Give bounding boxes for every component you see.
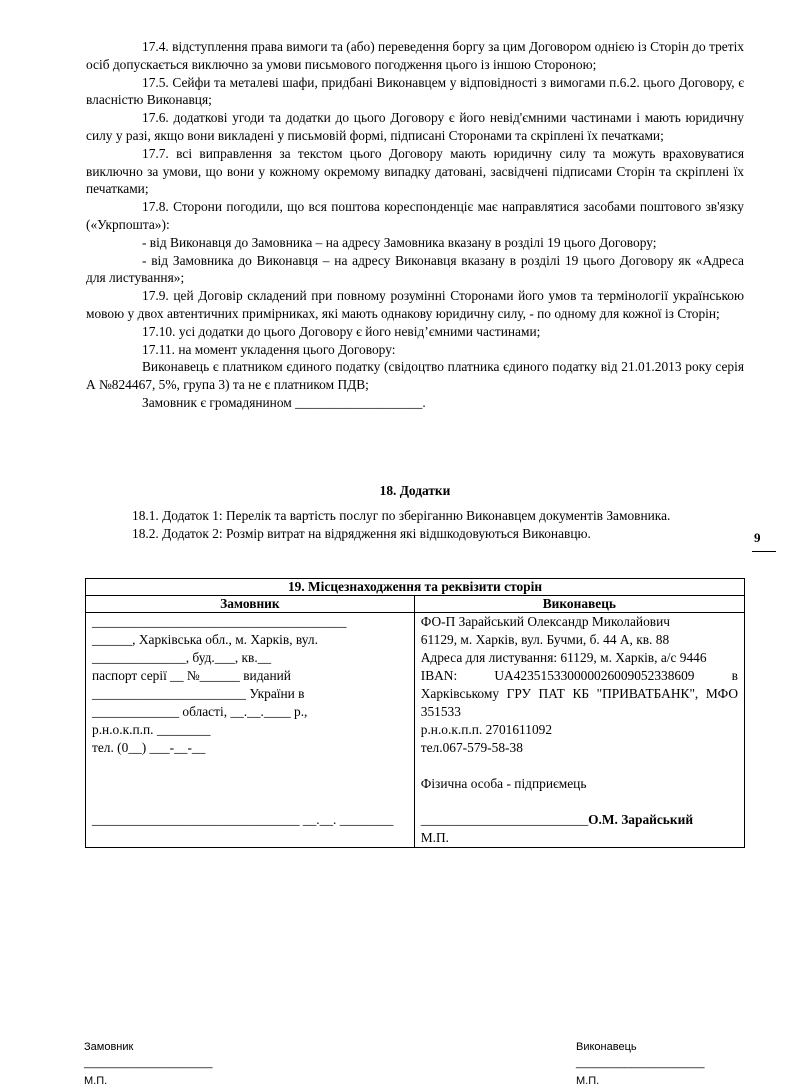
requisites-title: 19. Місцезнаходження та реквізити сторін [86,579,745,596]
footer-customer-label: Замовник [84,1041,134,1053]
executor-header: Виконавець [414,596,744,613]
executor-stamp: М.П. [420,830,450,845]
clause-17-11-customer: Замовник є громадянином ___________________. [142,394,426,410]
clause-17-9: 17.9. цей Договір складений при повному розумінні Сторонами його умов та термінології українською мовою у двох автентичних примірниках, які мають однакову юридичну силу, - по одному для кожної із Сторін; [86,288,744,321]
requisites-table [85,578,745,848]
clause-17-11: 17.11. на момент укладення цього Договору: [142,341,396,357]
customer-name-line: ______________________________________ [92,614,347,629]
page-number: 9 [754,530,761,545]
customer-header: Замовник [86,596,415,613]
section-18-title: 18. Додатки [379,483,451,498]
customer-passport-line-1: паспорт серії __ №______ виданий [92,668,291,683]
footer-executor-label: Виконавець [576,1041,637,1053]
executor-signature-line: _________________________ [420,812,589,827]
section-17-clauses [86,38,744,412]
customer-details [86,613,415,848]
executor-name: ФО-П Зарайський Олександр Миколайович [420,614,670,629]
spacer-1 [92,757,408,775]
customer-address-line-1: ______, Харківська обл., м. Харків, вул. [92,632,318,647]
spacer-3 [92,793,408,811]
appendix-1: 18.1. Додаток 1: Перелік та вартість послуг по зберіганню Виконавцем документів Замовника. [132,508,671,523]
clause-17-7: 17.7. всі виправлення за текстом цього Договору мають юридичну силу та можуть враховуватися виключно за умови, що вони у кожному окремому випадку датовані, засвідчені підписами Сторін та скріплені їх печатками; [86,145,744,197]
clause-17-10: 17.10. усі додатки до цього Договору є його невід’ємними частинами; [142,323,541,339]
executor-address: 61129, м. Харків, вул. Бучми, б. 44 А, кв. 88 [420,632,670,647]
footer-executor-line: _____________________ [576,1057,705,1069]
clause-17-8: 17.8. Сторони погодили, що вся поштова кореспонденціє має направлятися засобами поштового зв'язку («Укрпошта»): [86,199,744,232]
customer-tax-id: р.н.о.к.п.п. ________ [92,722,211,737]
clause-17-11-executor: Виконавець є платником єдиного податку (свідоцтво платника єдиного податку від 21.01.2013 року серія А №824467, 5%, група 3) та не є платником ПДВ; [86,359,744,393]
clause-17-8-item-2: - від Замовника до Виконавця – на адресу Виконавця вказану в розділі 19 цього Договору як «Адреса для листування»; [86,252,744,286]
executor-tax-id: р.н.о.к.п.п. 2701611092 [420,722,553,737]
customer-passport-line-3: _____________ області, __.__.____ р., [92,704,308,719]
appendix-2: 18.2. Додаток 2: Розмір витрат на відрядження які відшкодовуються Виконавцю. [132,525,591,541]
executor-phone: тел.067-579-58-38 [420,740,523,755]
spacer-4 [421,757,738,775]
footer-customer-stamp: М.П. [84,1075,108,1087]
executor-iban: IBAN: UA423515330000026009052338609 в Харківському ГРУ ПАТ КБ "ПРИВАТБАНК", МФО 351533 [420,668,738,719]
clause-17-4: 17.4. відступлення права вимоги та (або) переведення боргу за цим Договором однією із Сторін до третіх осіб допускається виключно за умови письмового погодження цього із іншою Стороною; [86,39,744,72]
spacer-2 [92,775,408,793]
customer-address-line-2: ______________, буд.___, кв.__ [92,650,272,665]
footer-executor-stamp: М.П. [576,1075,600,1087]
executor-status: Фізична особа - підприємець [420,776,587,791]
section-18-items [86,507,744,543]
footer-customer-line: _____________________ [84,1057,213,1069]
page-number-rule [752,551,776,552]
clause-17-6: 17.6. додаткові угоди та додатки до цього Договору є його невід'ємними частинами і мають юридичну силу у разі, якщо вони викладені у письмовій формі, підписані Сторонами та скріплені їх печатками; [86,110,744,143]
clause-17-5: 17.5. Сейфи та металеві шафи, придбані Виконавцем у відповідності з вимогами п.6.2. цього Договору, є власністю Виконавця; [86,74,744,108]
executor-details [414,613,744,848]
executor-signature-name: О.М. Зарайський [588,812,694,827]
executor-mail-address: Адреса для листування: 61129, м. Харків, а/с 9446 [420,650,707,665]
customer-passport-line-2: _______________________ України в [92,686,305,701]
spacer-5 [421,793,738,811]
customer-phone: тел. (0__) ___-__-__ [92,740,206,755]
executor-signature [421,811,738,829]
clause-17-8-item-1: - від Виконавця до Замовника – на адресу Замовника вказану в розділі 19 цього Договору; [142,234,657,250]
customer-signature-line: _______________________________ __.__. ________ [92,812,394,827]
